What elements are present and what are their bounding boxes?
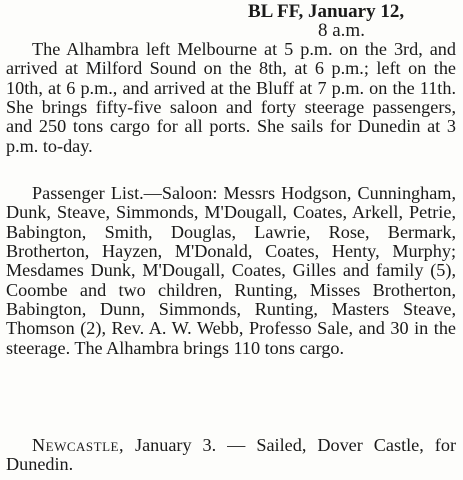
newcastle-paragraph xyxy=(6,436,456,475)
time-line: 8 a.m. xyxy=(318,20,365,41)
passenger-list-paragraph: Passenger List.—Saloon: Messrs Hodgson, Cunningham, Dunk, Steave, Simmonds, M'Dougall, Coates, Arkell, Petrie, Babington, Smith, Douglas, Lawrie, Rose, Bermark, Brotherton, Hayzen, M'Donald, Coates, Henty, Murphy; Mesdames Dunk, M'Dougall, Coates, Gilles and family (5), Coombe and two children, Runting, Misses Brotherton, Babington, Dunn, Simmonds, Runting, Masters Steave, Thomson (2), Rev. A. W. Webb, Professo Sale, and 30 in the steerage. The Alhambra brings 110 tons cargo. xyxy=(6,183,456,358)
newcastle-text: January 3. — Sailed, Dover Castle, for Dunedin. xyxy=(6,435,456,475)
arrival-paragraph: The Alhambra left Melbourne at 5 p.m. on the 3rd, and arrived at Milford Sound on the 8th, at 6 p.m.; left on the 10th, at 6 p.m., and arrived at the Bluff at 7 p.m. on the 11th. She brings fifty-five saloon and forty steerage passengers, and 250 tons cargo for all ports. She sails for Dunedin at 3 p.m. to-day. xyxy=(6,39,456,156)
dateline: BL FF, January 12, xyxy=(248,1,405,22)
place-name: Newcastle, xyxy=(32,435,125,455)
